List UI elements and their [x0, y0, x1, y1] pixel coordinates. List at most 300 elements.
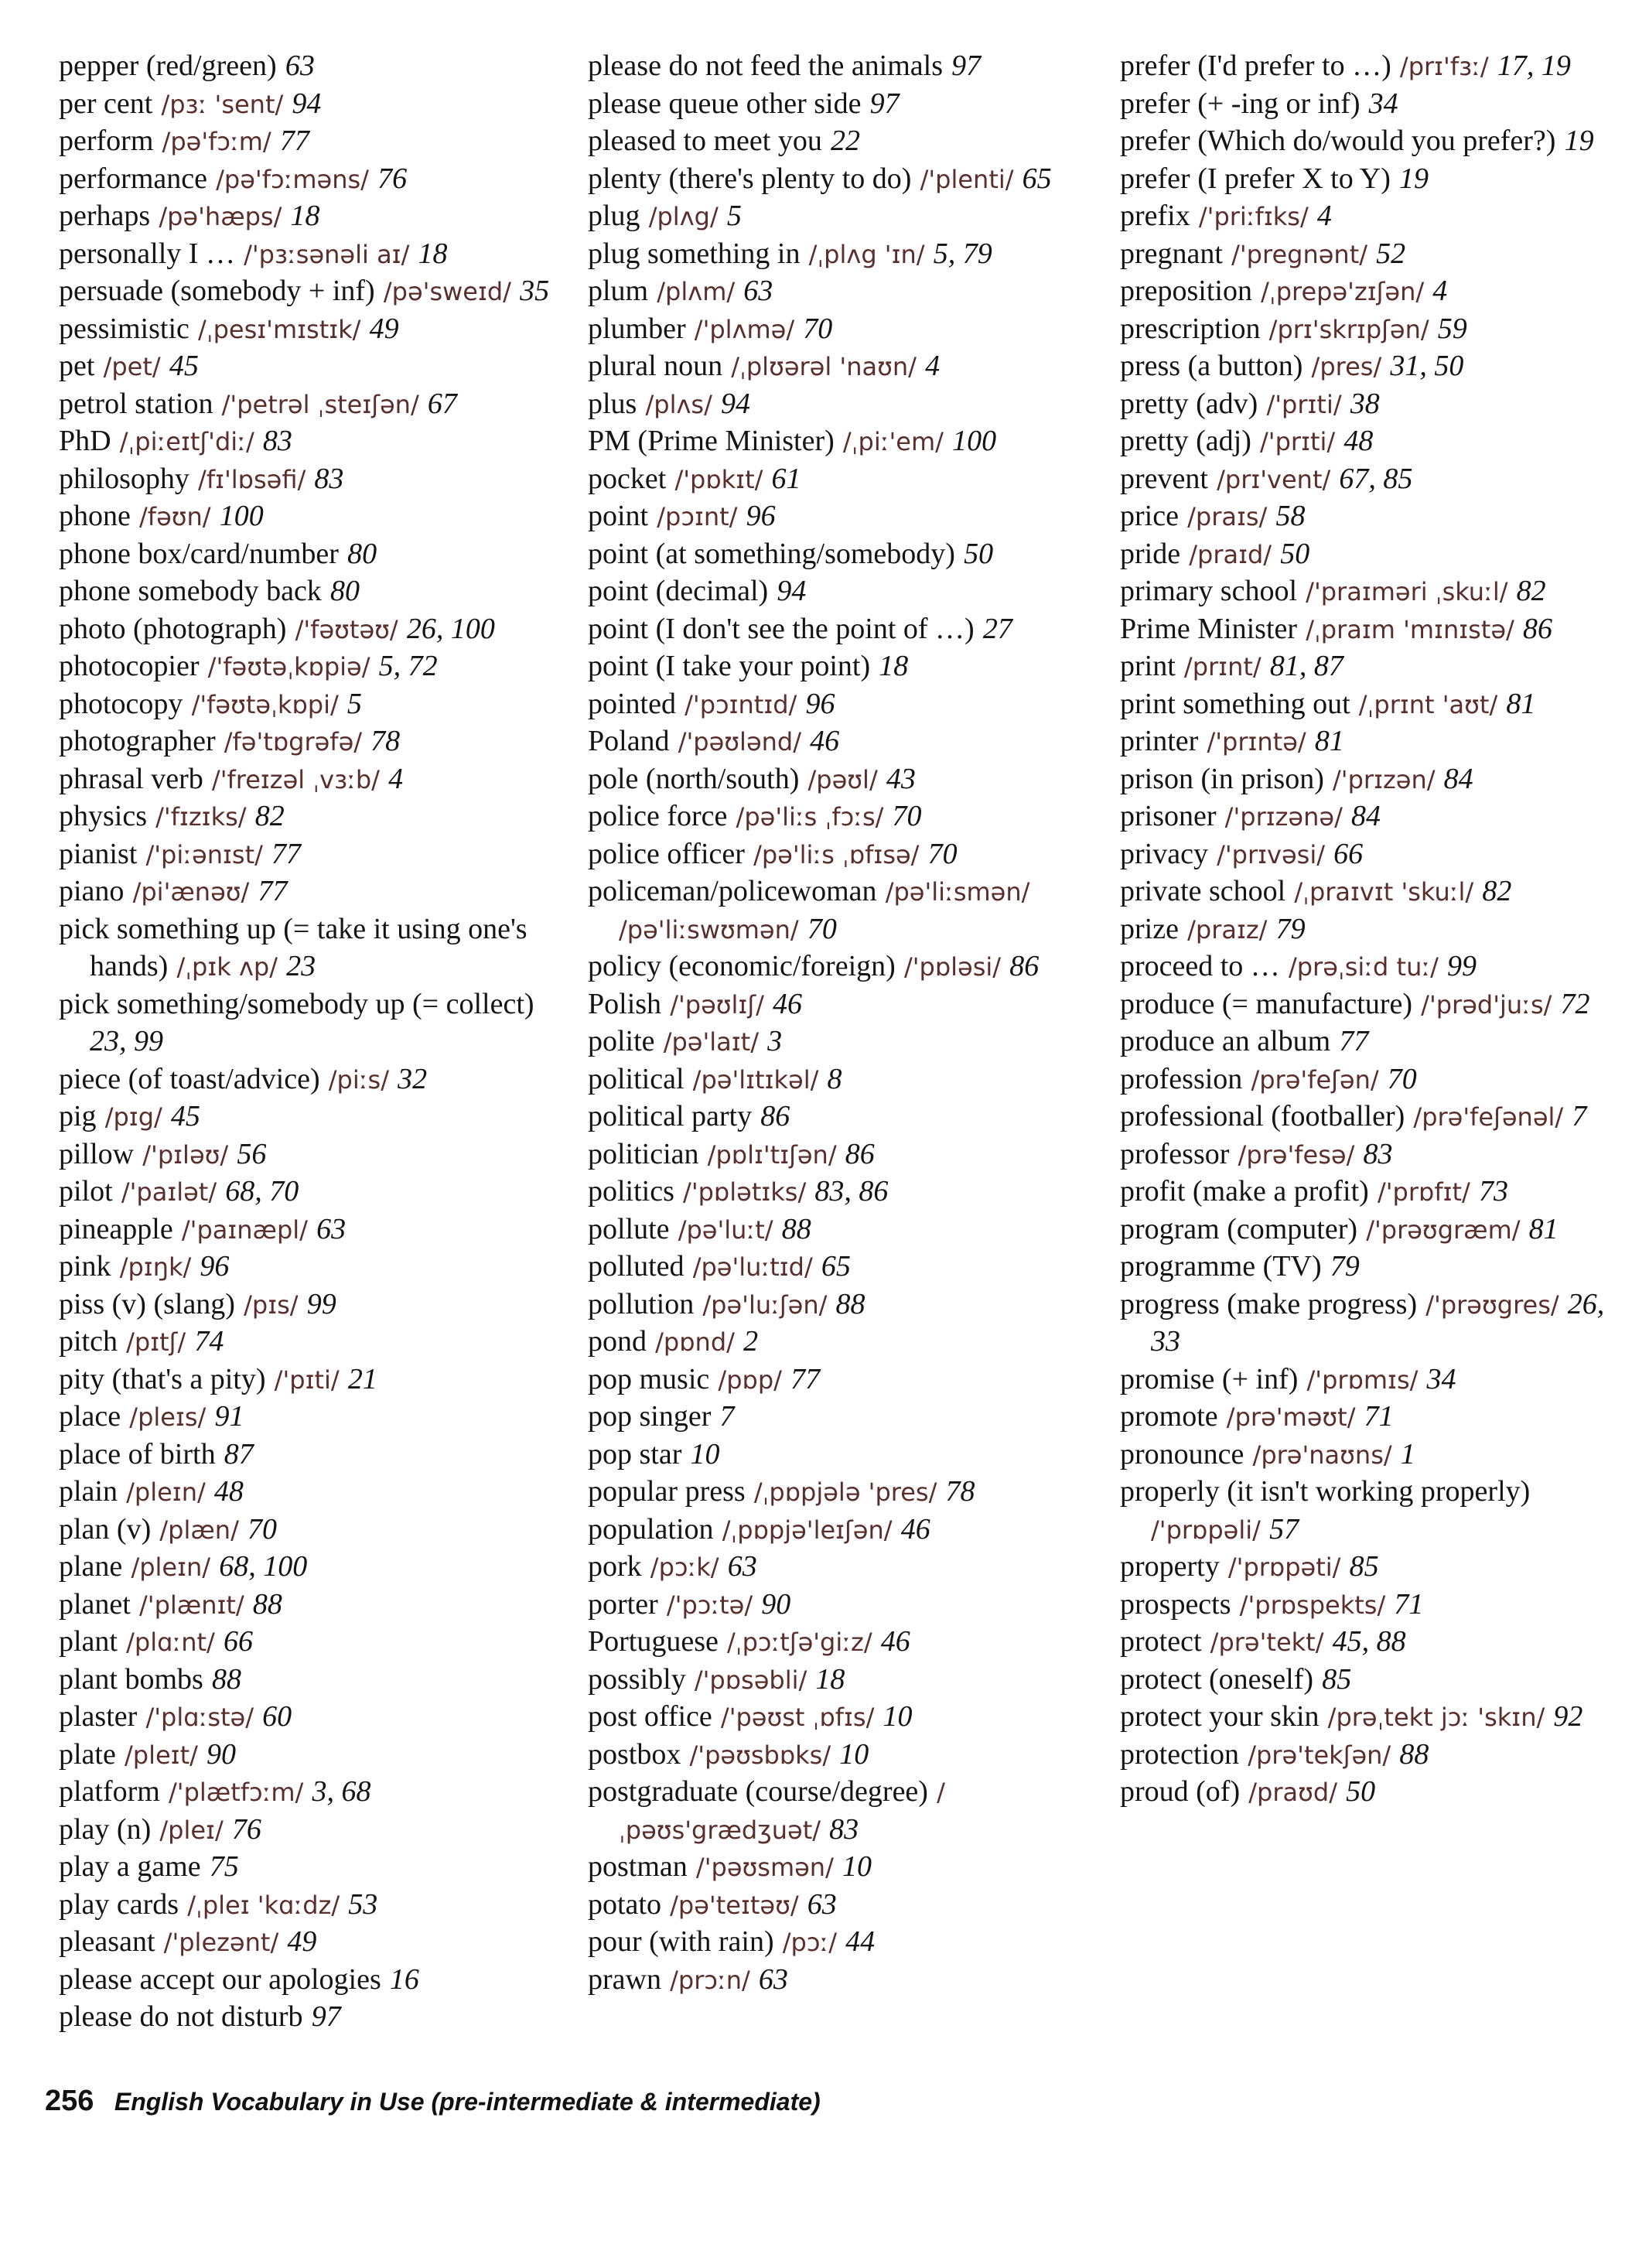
entry-pronunciation: /prɪ'vent/ — [1217, 464, 1331, 494]
entry-pronunciation: /'freɪzəl ˌvɜːb/ — [211, 764, 380, 794]
index-entry — [588, 1286, 1083, 1324]
entry-page-refs: 83 — [314, 462, 344, 495]
entry-headword: pitch — [59, 1325, 118, 1358]
index-entry — [588, 611, 1083, 649]
entry-page-refs: 2 — [743, 1325, 759, 1358]
entry-pronunciation: /pə'luːʃən/ — [702, 1289, 828, 1320]
entry-headword: prevent — [1120, 462, 1208, 495]
entry-pronunciation: /'plʌmə/ — [694, 314, 795, 344]
index-entry — [1120, 1361, 1632, 1399]
entry-headword: photographer — [59, 725, 216, 757]
index-entry — [588, 1924, 1083, 1962]
index-entry — [59, 386, 554, 424]
entry-headword: prefix — [1120, 200, 1190, 232]
entry-page-refs: 46 — [810, 725, 840, 757]
entry-pronunciation: /pɔː/ — [782, 1928, 837, 1957]
entry-page-refs: 50 — [964, 537, 994, 570]
entry-headword: program (computer) — [1120, 1212, 1358, 1245]
index-entry — [59, 798, 554, 836]
entry-headword: prefer (I'd prefer to …) — [1120, 50, 1391, 82]
index-entry — [59, 536, 554, 574]
entry-headword: per cent — [59, 87, 153, 120]
entry-headword: pineapple — [59, 1212, 173, 1245]
index-entry — [588, 1098, 1083, 1136]
entry-pronunciation: /ˌpraɪvɪt 'skuːl/ — [1294, 877, 1474, 907]
entry-page-refs: 83, 86 — [814, 1175, 889, 1207]
entry-pronunciation: /'pɒkɪt/ — [674, 464, 763, 494]
entry-page-refs: 99 — [306, 1287, 336, 1320]
entry-headword: plaster — [59, 1700, 138, 1733]
entry-headword: promote — [1120, 1400, 1218, 1433]
entry-pronunciation: /ˌpɪk ʌp/ — [176, 952, 278, 982]
index-entry — [1120, 1136, 1632, 1174]
entry-page-refs: 82 — [254, 800, 285, 832]
entry-headword: police force — [588, 800, 728, 832]
entry-headword: progress (make progress) — [1120, 1287, 1418, 1320]
entry-page-refs: 70 — [803, 312, 833, 345]
entry-headword: performance — [59, 162, 207, 195]
entry-page-refs: 78 — [945, 1475, 975, 1508]
entry-headword: plan (v) — [59, 1512, 152, 1546]
entry-pronunciation: /pleɪn/ — [131, 1552, 211, 1582]
entry-pronunciation: /pleɪs/ — [129, 1402, 207, 1432]
entry-headword: photocopier — [59, 650, 200, 682]
index-entry — [1120, 1023, 1632, 1061]
entry-page-refs: 70 — [892, 800, 922, 832]
entry-pronunciation: /pleɪn/ — [126, 1477, 206, 1507]
entry-pronunciation: /ˌprɪnt 'aʊt/ — [1358, 689, 1498, 719]
index-entry — [1120, 761, 1632, 799]
entry-pronunciation: /pɜː 'sent/ — [161, 89, 284, 119]
entry-headword: point — [588, 500, 649, 532]
entry-page-refs: 70 — [807, 912, 837, 945]
entry-page-refs: 4 — [1432, 275, 1448, 307]
entry-pronunciation: /ˌpɒpjələ 'pres/ — [753, 1477, 937, 1507]
index-entry — [59, 911, 554, 986]
index-entry — [588, 948, 1083, 986]
entry-headword: plate — [59, 1737, 116, 1771]
entry-headword: post office — [588, 1700, 712, 1733]
entry-page-refs: 45, 88 — [1332, 1625, 1406, 1658]
entry-page-refs: 18 — [815, 1662, 845, 1696]
entry-headword: prescription — [1120, 312, 1261, 345]
entry-page-refs: 97 — [951, 50, 982, 82]
entry-page-refs: 88 — [781, 1212, 811, 1245]
entry-page-refs: 88 — [1399, 1737, 1429, 1771]
entry-headword: possibly — [588, 1662, 686, 1696]
entry-page-refs: 50 — [1280, 537, 1310, 570]
index-entry — [1120, 1624, 1632, 1662]
entry-page-refs: 84 — [1443, 762, 1473, 795]
index-entry — [1120, 648, 1632, 686]
entry-pronunciation: /pɪs/ — [244, 1289, 299, 1320]
index-entry — [588, 48, 1083, 86]
index-entry — [588, 1774, 1083, 1849]
index-entry — [59, 573, 554, 611]
index-column-3 — [1120, 48, 1632, 1812]
index-entry — [1120, 1286, 1632, 1361]
entry-headword: porter — [588, 1587, 658, 1621]
entry-page-refs: 86 — [760, 1100, 790, 1132]
index-entry — [59, 461, 554, 499]
entry-pronunciation: /pə'laɪt/ — [663, 1027, 759, 1057]
entry-page-refs: 66 — [1333, 837, 1364, 870]
entry-pronunciation: /prə'naʊns/ — [1252, 1440, 1392, 1470]
index-entry — [1120, 423, 1632, 461]
entry-pronunciation: /pə'fɔːm/ — [162, 127, 271, 156]
entry-pronunciation: /'prɪti/ — [1260, 427, 1336, 456]
entry-headword: point (decimal) — [588, 575, 769, 607]
entry-pronunciation: /prə'tekt/ — [1210, 1628, 1324, 1657]
entry-headword: phrasal verb — [59, 762, 203, 795]
entry-headword: produce an album — [1120, 1025, 1331, 1057]
entry-pronunciation: /'fəʊtəˌkɒpi/ — [191, 689, 339, 719]
index-entry — [1120, 1211, 1632, 1249]
entry-pronunciation: /'pɜːsənəli aɪ/ — [244, 239, 410, 269]
entry-headword: piece (of toast/advice) — [59, 1062, 320, 1095]
entry-pronunciation: /'paɪnæpl/ — [181, 1214, 308, 1245]
entry-headword: professional (footballer) — [1120, 1100, 1405, 1132]
entry-pronunciation: /'fəʊtəʊ/ — [295, 614, 398, 644]
entry-page-refs: 85 — [1322, 1662, 1352, 1696]
entry-headword: profession — [1120, 1062, 1243, 1095]
entry-pronunciation: /'plætfɔːm/ — [169, 1778, 304, 1807]
index-entry — [59, 311, 554, 349]
entry-pronunciation: /'paɪlət/ — [121, 1177, 217, 1207]
entry-pronunciation: /'prɒmɪs/ — [1306, 1365, 1419, 1395]
entry-headword: produce (= manufacture) — [1120, 987, 1413, 1020]
entry-pronunciation: /plɑːnt/ — [126, 1628, 215, 1657]
entry-page-refs: 77 — [279, 125, 309, 157]
entry-pronunciation: /pə'liːsmən/ /pə'liːswʊmən/ — [619, 877, 1030, 944]
index-entry — [588, 311, 1083, 349]
index-entry — [59, 1136, 554, 1174]
index-entry — [588, 1737, 1083, 1774]
entry-pronunciation: /pɒp/ — [718, 1365, 782, 1395]
entry-headword: police officer — [588, 837, 745, 870]
entry-page-refs: 87 — [224, 1437, 254, 1470]
entry-headword: politician — [588, 1137, 699, 1170]
entry-headword: pride — [1120, 537, 1181, 570]
index-entry — [59, 1812, 554, 1850]
index-entry — [1120, 1061, 1632, 1099]
entry-pronunciation: /'plɑːstə/ — [145, 1703, 254, 1732]
entry-page-refs: 65 — [1022, 162, 1052, 195]
entry-page-refs: 83 — [1363, 1137, 1393, 1170]
entry-page-refs: 96 — [805, 687, 835, 720]
index-entry — [59, 1248, 554, 1286]
entry-page-refs: 17, 19 — [1497, 50, 1571, 82]
entry-headword: prefer (I prefer X to Y) — [1120, 162, 1391, 195]
index-entry — [59, 1924, 554, 1962]
index-entry — [588, 1361, 1083, 1399]
index-entry — [588, 498, 1083, 536]
entry-headword: piano — [59, 875, 125, 907]
entry-pronunciation: /'prɒfɪt/ — [1377, 1177, 1470, 1207]
entry-headword: potato — [588, 1887, 661, 1921]
entry-pronunciation: /ˌpesɪ'mɪstɪk/ — [198, 314, 361, 344]
entry-page-refs: 18 — [418, 237, 448, 270]
entry-pronunciation: /prəˌsiːd tuː/ — [1288, 952, 1439, 982]
entry-page-refs: 1 — [1400, 1437, 1415, 1470]
entry-page-refs: 76 — [377, 162, 408, 195]
entry-headword: play cards — [59, 1887, 179, 1921]
entry-headword: plain — [59, 1475, 118, 1508]
entry-pronunciation: /'piːənɪst/ — [145, 839, 263, 869]
entry-pronunciation: /pə'liːs ˌɒfɪsə/ — [753, 839, 920, 869]
index-entry — [1120, 1699, 1632, 1737]
entry-page-refs: 7 — [719, 1400, 735, 1433]
entry-headword: please queue other side — [588, 87, 862, 120]
index-entry — [1120, 723, 1632, 761]
entry-pronunciation: /ˌplʊərəl 'naʊn/ — [731, 352, 917, 381]
entry-pronunciation: /fə'tɒgrəfə/ — [224, 727, 363, 757]
index-entry — [59, 1774, 554, 1812]
entry-pronunciation: /'pɪti/ — [274, 1365, 340, 1395]
index-entry — [1120, 198, 1632, 236]
entry-headword: petrol station — [59, 387, 213, 420]
entry-pronunciation: /ˌpleɪ 'kɑːdz/ — [187, 1890, 340, 1920]
entry-page-refs: 77 — [258, 875, 288, 907]
entry-pronunciation: /praɪz/ — [1187, 914, 1268, 944]
entry-pronunciation: /pɒlɪ'tɪʃən/ — [707, 1139, 837, 1170]
index-entry — [59, 1962, 554, 2000]
entry-pronunciation: /prə'feʃən/ — [1251, 1064, 1379, 1095]
entry-headword: pocket — [588, 462, 667, 495]
entry-page-refs: 97 — [311, 2000, 341, 2033]
index-entry — [1120, 1173, 1632, 1211]
entry-page-refs: 90 — [761, 1587, 791, 1621]
entry-pronunciation: /pɒnd/ — [655, 1327, 735, 1357]
book-title: English Vocabulary in Use (pre-intermediate & intermediate) — [114, 2088, 821, 2116]
entry-pronunciation: /pə'hæps/ — [159, 202, 282, 231]
index-entry — [59, 1587, 554, 1624]
entry-pronunciation: /praʊd/ — [1248, 1778, 1337, 1807]
entry-page-refs: 70 — [1387, 1062, 1417, 1095]
entry-headword: pop music — [588, 1362, 710, 1395]
entry-page-refs: 52 — [1376, 237, 1406, 270]
entry-pronunciation: /pɪŋk/ — [119, 1252, 192, 1282]
entry-page-refs: 5 — [726, 200, 742, 232]
entry-headword: policy (economic/foreign) — [588, 950, 896, 982]
entry-pronunciation: /piːs/ — [328, 1064, 389, 1095]
index-entry — [59, 986, 554, 1061]
entry-headword: photo (photograph) — [59, 612, 287, 645]
index-entry — [588, 648, 1083, 686]
index-entry — [59, 836, 554, 874]
entry-pronunciation: /'prəʊgræm/ — [1366, 1214, 1521, 1245]
entry-page-refs: 49 — [369, 312, 399, 345]
entry-headword: Portuguese — [588, 1625, 719, 1658]
page-number: 256 — [45, 2085, 94, 2117]
index-entry — [59, 161, 554, 199]
index-entry — [1120, 461, 1632, 499]
entry-page-refs: 81, 87 — [1269, 650, 1343, 682]
index-entry — [588, 1399, 1083, 1436]
entry-pronunciation: /'prəd'juːs/ — [1421, 989, 1552, 1020]
entry-headword: property — [1120, 1550, 1220, 1583]
index-entry — [59, 1737, 554, 1774]
entry-headword: prospects — [1120, 1587, 1231, 1621]
entry-headword: printer — [1120, 725, 1199, 757]
entry-headword: phone — [59, 500, 131, 532]
entry-pronunciation: /'pregnənt/ — [1231, 239, 1368, 269]
index-entry — [59, 1511, 554, 1549]
entry-headword: please accept our apologies — [59, 1962, 381, 1996]
entry-page-refs: 23, 99 — [90, 1025, 163, 1057]
index-entry — [59, 873, 554, 911]
entry-page-refs: 7 — [1572, 1100, 1587, 1132]
entry-page-refs: 4 — [1316, 200, 1332, 232]
entry-page-refs: 88 — [252, 1587, 282, 1621]
entry-pronunciation: /plʌg/ — [648, 202, 719, 231]
index-entry — [588, 461, 1083, 499]
entry-pronunciation: /prə'fesə/ — [1238, 1139, 1355, 1170]
entry-page-refs: 100 — [219, 500, 264, 532]
entry-pronunciation: /pɔɪnt/ — [657, 502, 738, 531]
index-entry — [588, 873, 1083, 948]
entry-pronunciation: /'prɒspekts/ — [1239, 1590, 1386, 1620]
entry-page-refs: 31, 50 — [1390, 350, 1464, 382]
entry-page-refs: 22 — [831, 125, 860, 157]
index-entry — [1120, 1436, 1632, 1474]
entry-page-refs: 63 — [285, 50, 315, 82]
entry-headword: prisoner — [1120, 800, 1217, 832]
index-entry — [588, 1324, 1083, 1361]
index-entry — [1120, 348, 1632, 386]
index-entry — [59, 1849, 554, 1887]
entry-pronunciation: /prɪnt/ — [1183, 652, 1262, 681]
entry-headword: price — [1120, 500, 1179, 532]
entry-headword: point (at something/somebody) — [588, 537, 955, 570]
entry-pronunciation: /'fəʊtəˌkɒpiə/ — [207, 652, 370, 681]
entry-page-refs: 60 — [262, 1700, 292, 1733]
index-column-2 — [588, 48, 1083, 1999]
entry-page-refs: 96 — [746, 500, 776, 532]
entry-headword: politics — [588, 1175, 674, 1207]
entry-headword: place — [59, 1400, 121, 1433]
entry-pronunciation: /'pəʊsbɒks/ — [689, 1740, 831, 1770]
entry-headword: protection — [1120, 1737, 1240, 1771]
entry-pronunciation: /plʌs/ — [645, 389, 712, 419]
index-entry — [588, 1849, 1083, 1887]
entry-pronunciation: /'plezənt/ — [163, 1928, 279, 1957]
entry-pronunciation: /prɪ'skrɪpʃən/ — [1268, 314, 1429, 344]
entry-pronunciation: /fɪ'lɒsəfi/ — [198, 464, 306, 494]
entry-headword: Polish — [588, 987, 662, 1020]
index-entry — [59, 1399, 554, 1436]
page-footer — [45, 2085, 821, 2118]
entry-headword: pilot — [59, 1175, 113, 1207]
entry-headword: prison (in prison) — [1120, 762, 1324, 795]
index-entry — [588, 1624, 1083, 1662]
entry-page-refs: 100 — [952, 425, 997, 457]
entry-headword: play (n) — [59, 1812, 152, 1846]
entry-headword: perform — [59, 125, 154, 157]
entry-headword: pet — [59, 350, 95, 382]
entry-page-refs: 81 — [1314, 725, 1344, 757]
entry-pronunciation: /pet/ — [103, 352, 161, 381]
entry-page-refs: 5, 72 — [378, 650, 438, 682]
entry-page-refs: 63 — [758, 1962, 788, 1996]
index-entry — [588, 723, 1083, 761]
entry-page-refs: 16 — [389, 1962, 419, 1996]
entry-headword: play a game — [59, 1850, 201, 1883]
entry-page-refs: 77 — [1339, 1025, 1369, 1057]
entry-headword: proceed to … — [1120, 950, 1280, 982]
entry-headword: philosophy — [59, 462, 189, 495]
entry-page-refs: 63 — [727, 1550, 757, 1583]
entry-headword: privacy — [1120, 837, 1208, 870]
entry-headword: print something out — [1120, 687, 1350, 720]
entry-headword: please do not feed the animals — [588, 50, 944, 82]
index-entry — [588, 1662, 1083, 1699]
entry-headword: policeman/policewoman — [588, 875, 877, 907]
entry-headword: prefer (Which do/would you prefer?) — [1120, 125, 1556, 157]
entry-page-refs: 86 — [1009, 950, 1040, 982]
entry-page-refs: 77 — [790, 1362, 821, 1395]
index-entry — [588, 348, 1083, 386]
index-entry — [59, 1887, 554, 1925]
entry-page-refs: 77 — [271, 837, 302, 870]
entry-pronunciation: /fəʊn/ — [139, 502, 211, 531]
index-entry — [1120, 686, 1632, 724]
entry-page-refs: 82 — [1482, 875, 1512, 907]
entry-headword: postman — [588, 1850, 688, 1883]
index-entry — [588, 536, 1083, 574]
index-entry — [59, 86, 554, 124]
index-entry — [588, 1699, 1083, 1737]
entry-page-refs: 45 — [169, 350, 199, 382]
entry-headword: phone somebody back — [59, 575, 322, 607]
entry-page-refs: 94 — [292, 87, 322, 120]
entry-pronunciation: /'priːfɪks/ — [1198, 202, 1309, 231]
entry-pronunciation: /'praɪməri ˌskuːl/ — [1306, 577, 1508, 606]
index-entry — [1120, 1587, 1632, 1624]
entry-page-refs: 26, 33 — [1151, 1287, 1605, 1358]
index-entry — [59, 273, 554, 311]
entry-headword: plant — [59, 1625, 118, 1658]
entry-headword: proud (of) — [1120, 1775, 1241, 1808]
entry-page-refs: 68, 100 — [219, 1550, 308, 1583]
entry-pronunciation: /prə'feʃənəl/ — [1413, 1102, 1564, 1132]
entry-page-refs: 75 — [209, 1850, 239, 1883]
entry-headword: Prime Minister — [1120, 612, 1298, 645]
entry-headword: pleased to meet you — [588, 125, 822, 157]
index-entry — [59, 611, 554, 649]
entry-headword: prefer (+ -ing or inf) — [1120, 87, 1361, 120]
index-entry — [588, 86, 1083, 124]
entry-headword: private school — [1120, 875, 1286, 907]
entry-page-refs: 82 — [1516, 575, 1546, 607]
index-entry — [588, 573, 1083, 611]
entry-pronunciation: /ˌpiː'em/ — [842, 427, 944, 456]
index-entry — [59, 1699, 554, 1737]
entry-pronunciation: /pə'luːt/ — [678, 1214, 773, 1245]
entry-headword: plant bombs — [59, 1662, 203, 1696]
entry-pronunciation: /prɪ'fɜː/ — [1399, 52, 1489, 81]
entry-headword: perhaps — [59, 200, 151, 232]
entry-headword: pig — [59, 1100, 97, 1132]
index-entry — [588, 1173, 1083, 1211]
entry-page-refs: 57 — [1269, 1512, 1299, 1546]
index-entry — [59, 1436, 554, 1474]
index-entry — [1120, 311, 1632, 349]
entry-pronunciation: /'prɪti/ — [1266, 389, 1342, 419]
entry-pronunciation: /pə'fɔːməns/ — [216, 164, 369, 194]
entry-pronunciation: /'pɪləʊ/ — [142, 1139, 229, 1170]
entry-page-refs: 10 — [883, 1700, 913, 1733]
